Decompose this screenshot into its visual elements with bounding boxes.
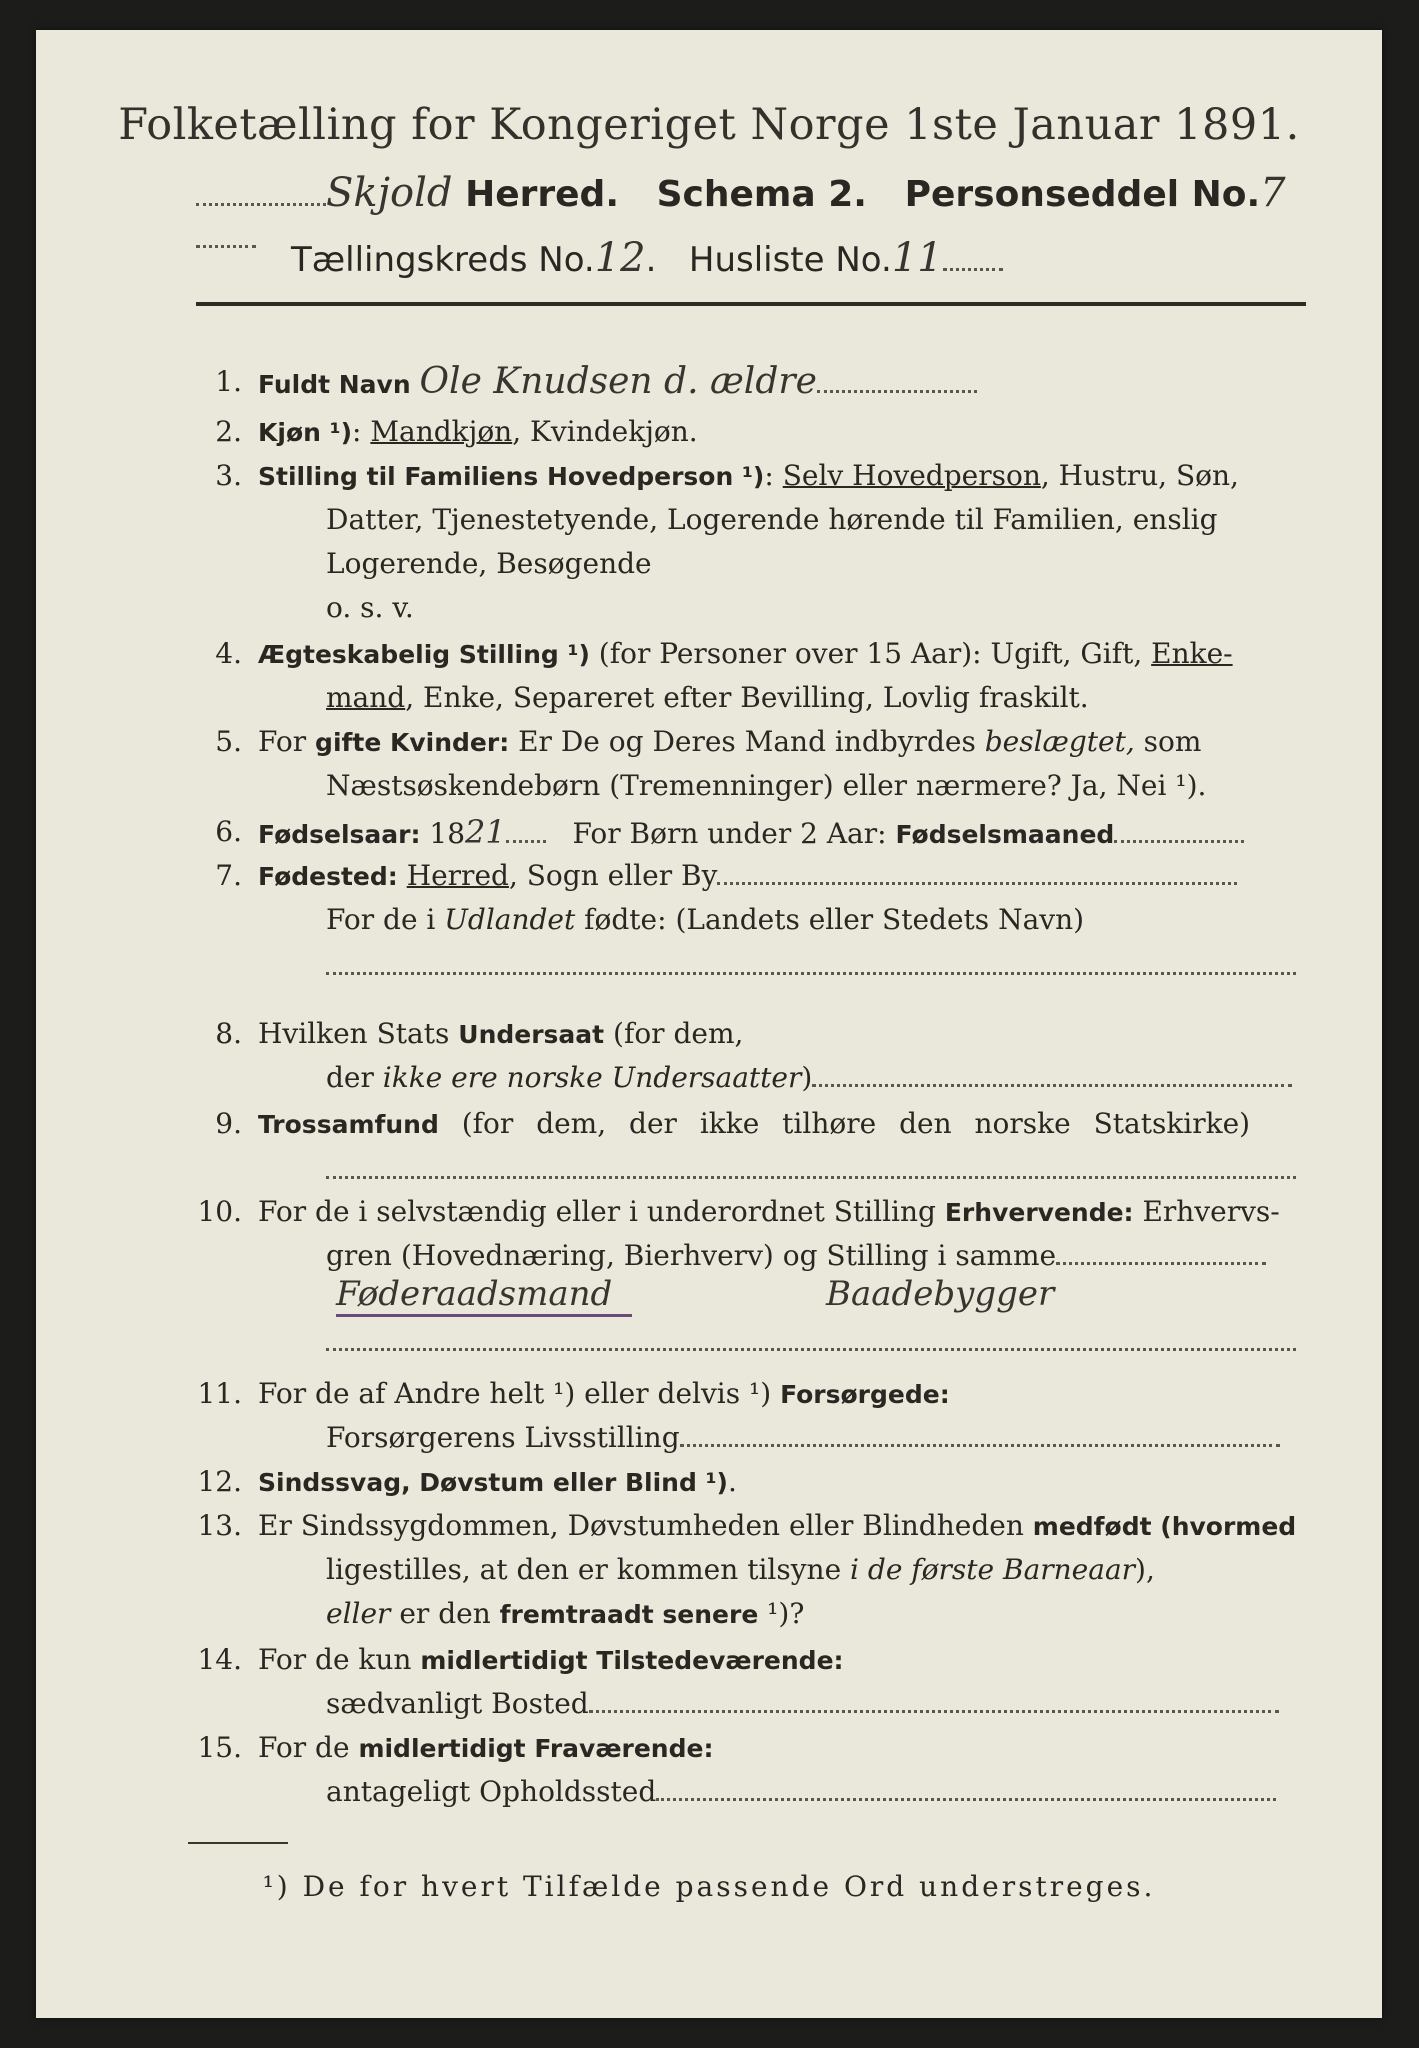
occupation-value: Føderaadsmand <box>336 1274 632 1317</box>
selected-herred: Herred <box>406 859 509 892</box>
header-rule <box>196 302 1306 306</box>
taellingskreds-number: 12 <box>594 235 646 281</box>
personseddel-number: 7 <box>1260 170 1286 216</box>
form-header-line: Skjold Herred. Schema 2. Personseddel No.7 <box>196 170 1306 220</box>
selected-enkemand-b: mand <box>326 681 406 714</box>
census-form: Folketælling for Kongeriget Norge 1ste Januar 1891. Skjold Herred. Schema 2. Personseddel No.7 Tællingskreds No.12. Husliste No.11 1. Fuldt Navn Ole Knudsen d. ældre 2. Kjøn ¹): Mandkjøn, Kvindekjøn. 3. Stilling til Familiens Hovedperson ¹): Selv Hovedperson, Hustru, Søn, Datter, Tjenestetyende, Logerende hørende til Familien, enslig Logerende, Besøgende o. s. v. 4. Ægteskabelig Stilling ¹) (for Personer over 15 Aar): Ugift, Gift, Enke- mand, Enke, Separeret efter Bevilling, Lovlig fraskilt. 5. For gifte Kvinder: Er De og Deres Mand indbyrdes beslægtet, som Næstsøskendebørn (Tremenninger) eller nærmere? Ja, Nei ¹). 6. Fødselsaar: 1821 For Børn under 2 Aar: Fødselsmaaned 7. Fødested: Herred, Sogn eller By For de i Udlandet fødte: (Landets eller Stedets Navn) 8. Hvilken Stats Undersaat (for dem, der ikke ere norske Undersaatter) 9. Trossamfund (for dem, der ikke tilhøre den norske Statskirke) 10. For de i selvstændig eller i underordnet Stilling Erhvervende: Erhvervs- gren (Hovednæring, Bierhverv) og Stilling i samme Føderaadsmand Baadebygger 11. For de af Andre helt ¹) eller delvis ¹) Forsørgede: Forsørgerens Livsstilling 12. Sindssvag, Døvstum eller Blind ¹). 13. Er Sindssygdommen, Døvstumheden eller Blindheden medfødt (hvormed ligestilles, at den er kommen tilsyne i de første Barneaar), eller er den fremtraadt senere ¹)? 14. For de kun midlertidigt Tilstedeværende: sædvanligt Bosted 15. For de midlertidigt Fraværende: antageligt Opholdssted ¹) De for hvert Tilfælde passende Ord understreges. <box>36 30 1382 2018</box>
footnote-rule <box>188 1842 288 1844</box>
form-title: Folketælling for Kongeriget Norge 1ste Januar 1891. <box>118 100 1300 150</box>
form-subheader-line: Tællingskreds No.12. Husliste No.11 <box>291 235 1191 285</box>
footnote: ¹) De for hvert Tilfælde passende Ord understreges. <box>262 1870 1156 1903</box>
selected-enkemand-a: Enke- <box>1151 637 1233 670</box>
selected-mandkjon: Mandkjøn <box>370 415 513 448</box>
selected-selv-hovedperson: Selv Hovedperson <box>782 459 1041 492</box>
birth-year-value: 21 <box>465 813 506 851</box>
full-name-value: Ole Knudsen d. ældre <box>419 361 817 402</box>
occupation-value-2: Baadebygger <box>826 1274 1055 1314</box>
herred-name: Skjold <box>326 170 453 216</box>
husliste-number: 11 <box>891 235 943 281</box>
